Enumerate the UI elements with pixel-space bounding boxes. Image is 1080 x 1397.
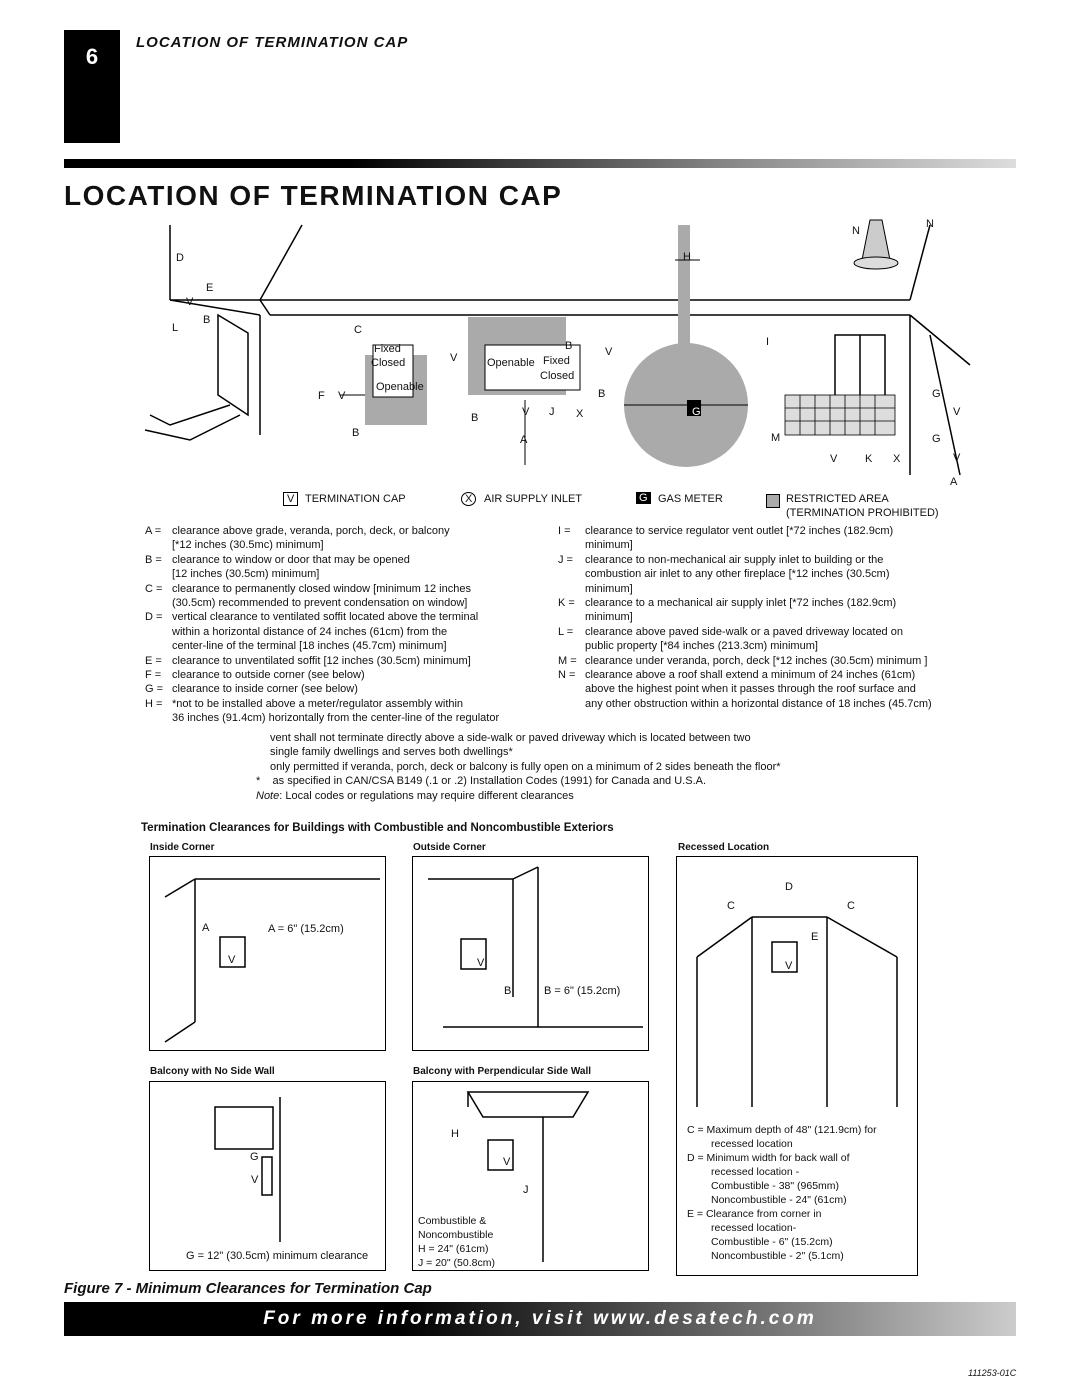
header-rule — [64, 159, 1016, 168]
label-v-5: V — [830, 453, 838, 465]
label-i: I — [766, 336, 770, 348]
definition-key: M = — [558, 654, 577, 667]
balcony-no-wall-spec: G = 12" (30.5cm) minimum clearance — [186, 1250, 369, 1262]
recessed-d: D — [785, 881, 793, 893]
page-number: 6 — [85, 44, 99, 69]
definition-text: clearance to service regulator vent outlet [*72 inches (182.9cm) — [585, 525, 894, 537]
recessed-title: Recessed Location — [678, 842, 770, 853]
label-b-4: B — [471, 412, 479, 424]
legend-restricted-note: (TERMINATION PROHIBITED) — [786, 507, 939, 519]
label-k: K — [865, 453, 873, 465]
figure-caption: Figure 7 - Minimum Clearances for Termination Cap — [64, 1280, 432, 1297]
label-a-2: A — [950, 476, 958, 488]
definition-text: clearance to window or door that may be opened — [172, 553, 410, 566]
label-v-6: V — [186, 296, 194, 308]
definition-row — [558, 654, 978, 668]
recessed-note: recessed location - — [711, 1166, 800, 1178]
doc-number: 111253-01C — [968, 1368, 1017, 1378]
definition-row — [558, 553, 978, 567]
definition-row — [145, 596, 545, 610]
definition-text: clearance above paved side-walk or a paved driveway located on — [585, 625, 903, 638]
note-line: only permitted if veranda, porch, deck or balcony is fully open on a minimum of 2 sides beneath the floor* — [270, 760, 781, 773]
label-b-3: B — [598, 388, 606, 400]
balcony-perp-note: H = 24" (61cm) — [418, 1243, 489, 1255]
definition-key — [145, 567, 172, 581]
definition-row — [145, 538, 545, 552]
label-n-1: N — [852, 225, 860, 237]
label-b-2: B — [565, 340, 573, 352]
balcony-perp-v: V — [503, 1156, 511, 1168]
label-closed-1: Closed — [371, 357, 406, 369]
label-l: L — [172, 322, 179, 334]
definition-text: vertical clearance to ventilated soffit located above the terminal — [172, 611, 479, 624]
definition-key: B = — [145, 553, 162, 566]
label-x-2: X — [893, 453, 901, 465]
balcony-no-wall-box — [149, 1081, 386, 1271]
definition-text: public property [*84 inches (213.3cm) minimum] — [585, 640, 818, 653]
footer-banner — [64, 1302, 1016, 1336]
inside-corner-drawing — [150, 857, 384, 1049]
definition-text: (30.5cm) recommended to prevent condensation on window] — [172, 597, 468, 610]
recessed-c2: C — [847, 900, 855, 912]
balcony-no-wall-title: Balcony with No Side Wall — [150, 1066, 275, 1077]
label-n-2: N — [926, 218, 934, 230]
label-b-1: B — [352, 427, 360, 439]
definition-text: center-line of the terminal [18 inches (45.7cm) minimum] — [172, 640, 447, 653]
label-openable-1: Openable — [376, 381, 424, 393]
label-closed-2: Closed — [540, 370, 575, 382]
definition-row — [558, 697, 978, 711]
definition-row — [558, 668, 978, 682]
definition-row — [558, 610, 978, 624]
label-g-1: G — [932, 388, 941, 400]
definitions-left — [145, 524, 545, 726]
definition-key: H = — [145, 697, 163, 710]
label-v-1: V — [450, 352, 458, 364]
label-v-7: V — [953, 406, 961, 418]
label-e: E — [206, 282, 214, 294]
definition-row — [145, 639, 545, 653]
balcony-perp-note: Noncombustible — [418, 1229, 494, 1241]
definition-row — [558, 538, 978, 552]
recessed-c1: C — [727, 900, 735, 912]
definition-row — [145, 625, 545, 639]
definition-row — [558, 524, 978, 538]
definition-text: clearance above grade, veranda, porch, deck, or balcony — [172, 525, 450, 537]
definitions-right — [558, 524, 978, 711]
legend-restricted-swatch — [766, 494, 780, 508]
definition-row — [558, 639, 978, 653]
label-v-4: V — [338, 390, 346, 402]
definition-row — [558, 596, 978, 610]
definition-row — [558, 567, 978, 581]
legend-restricted-area: RESTRICTED AREA — [786, 493, 889, 505]
definition-key: I = — [558, 525, 571, 537]
definition-key: C = — [145, 582, 163, 595]
definition-key — [558, 639, 585, 653]
definition-row — [145, 682, 545, 696]
label-j: J — [549, 406, 555, 418]
label-h: H — [683, 251, 691, 263]
recessed-note: recessed location- — [711, 1222, 797, 1234]
definition-key — [558, 567, 585, 581]
definition-row — [145, 567, 545, 581]
label-openable-2: Openable — [487, 357, 535, 369]
definition-key: L = — [558, 625, 574, 638]
main-title: LOCATION OF TERMINATION CAP — [64, 180, 563, 211]
outside-corner-drawing — [413, 857, 647, 1049]
label-c: C — [354, 324, 362, 336]
footer-text[interactable]: For more information, visit www.desatech.com — [263, 1308, 817, 1329]
inside-corner-title: Inside Corner — [150, 842, 215, 853]
note-star-mark: * — [256, 775, 261, 787]
balcony-perp-note: J = 20" (50.8cm) — [418, 1257, 495, 1269]
label-x-1: X — [576, 408, 584, 420]
definition-key — [145, 711, 172, 725]
balcony-perp-box — [412, 1081, 649, 1271]
legend-v-symbol: V — [283, 492, 298, 506]
note-line: vent shall not terminate directly above a side-walk or paved driveway which is located between two — [270, 732, 751, 744]
inside-spec: A = 6" (15.2cm) — [268, 923, 344, 935]
label-v-8: V — [953, 452, 961, 464]
definition-key: E = — [145, 654, 162, 667]
definition-text: clearance to unventilated soffit [12 inches (30.5cm) minimum] — [172, 654, 471, 667]
definition-text: [12 inches (30.5cm) minimum] — [172, 568, 320, 581]
definition-text: clearance to inside corner (see below) — [172, 683, 358, 696]
definition-text: clearance under veranda, porch, deck [*12 inches (30.5cm) minimum ] — [585, 654, 928, 667]
definition-row — [558, 625, 978, 639]
recessed-e: E — [811, 931, 819, 943]
label-g-meter: G — [692, 406, 701, 418]
recessed-note: Noncombustible - 24" (61cm) — [711, 1194, 847, 1206]
notes-block — [270, 731, 781, 774]
definition-text: *not to be installed above a meter/regulator assembly within — [172, 697, 464, 710]
recessed-drawing — [677, 857, 917, 1117]
balcony-no-wall-g: G — [250, 1151, 259, 1163]
outside-spec: B = 6" (15.2cm) — [544, 985, 621, 997]
definition-text: [*12 inches (30.5mc) minimum] — [172, 539, 324, 552]
definition-key — [558, 697, 585, 711]
definition-text: minimum] — [585, 539, 633, 552]
legend-gas-meter: GAS METER — [658, 493, 723, 505]
page-number-tab — [64, 30, 120, 143]
note-star-text: as specified in CAN/CSA B149 (.1 or .2) Installation Codes (1991) for Canada and U.S.A. — [272, 775, 707, 787]
balcony-perp-title: Balcony with Perpendicular Side Wall — [413, 1066, 592, 1077]
label-fixed-2: Fixed — [543, 355, 570, 367]
definition-row — [145, 553, 545, 567]
definition-key: D = — [145, 611, 163, 624]
definition-key — [558, 682, 585, 696]
legend-x-symbol: X — [461, 492, 476, 506]
label-f: F — [318, 390, 325, 402]
definition-row — [145, 697, 545, 711]
balcony-perp-notes — [418, 1214, 495, 1270]
note-local-text: : Local codes or regulations may require different clearances — [279, 790, 574, 802]
definition-key: A = — [145, 525, 162, 537]
recessed-note: Combustible - 6" (15.2cm) — [711, 1236, 833, 1248]
legend-g-symbol: G — [636, 492, 651, 504]
label-b-5: B — [203, 314, 211, 326]
outside-corner-title: Outside Corner — [413, 842, 486, 853]
definition-key: F = — [145, 669, 162, 682]
definition-key — [558, 610, 585, 624]
definition-key: K = — [558, 597, 575, 610]
outside-v: V — [477, 957, 485, 969]
definition-text: clearance to outside corner (see below) — [172, 669, 365, 682]
note-line: single family dwellings and serves both dwellings* — [270, 746, 513, 759]
balcony-perp-note: Combustible & — [418, 1215, 487, 1227]
note-local — [256, 789, 574, 803]
label-fixed-1: Fixed — [374, 343, 401, 355]
label-g-2: G — [932, 433, 941, 445]
definition-key — [145, 639, 172, 653]
label-v-3: V — [522, 406, 530, 418]
definition-text: clearance to non-mechanical air supply inlet to building or the — [585, 553, 884, 566]
legend-air-supply-inlet: AIR SUPPLY INLET — [484, 493, 583, 505]
definition-text: any other obstruction within a horizontal distance of 18 inches (45.7cm) — [585, 697, 932, 710]
inside-a: A — [202, 922, 210, 934]
outside-b: B — [504, 985, 512, 997]
definition-key — [558, 538, 585, 552]
note-star — [256, 774, 706, 788]
balcony-no-wall-drawing — [150, 1082, 384, 1270]
definition-text: minimum] — [585, 611, 633, 624]
label-m: M — [771, 432, 781, 444]
definition-row — [145, 582, 545, 596]
definition-row — [145, 654, 545, 668]
outside-corner-box — [412, 856, 649, 1051]
definition-key: J = — [558, 553, 573, 566]
recessed-note: D = Minimum width for back wall of — [687, 1152, 850, 1164]
balcony-perp-j: J — [523, 1184, 529, 1196]
recessed-box — [676, 856, 918, 1276]
inside-corner-box — [149, 856, 386, 1051]
recessed-note: recessed location — [711, 1138, 793, 1150]
legend-termination-cap: TERMINATION CAP — [305, 493, 406, 505]
definition-row — [558, 682, 978, 696]
definition-text: within a horizontal distance of 24 inches (61cm) from the — [172, 625, 448, 638]
definition-key — [145, 538, 172, 552]
definition-text: combustion air inlet to any other fireplace [*12 inches (30.5cm) — [585, 568, 890, 581]
recessed-note: E = Clearance from corner in — [687, 1208, 822, 1220]
definition-row — [145, 610, 545, 624]
definition-text: 36 inches (91.4cm) horizontally from the center-line of the regulator — [172, 712, 500, 725]
recessed-note: Noncombustible - 2" (5.1cm) — [711, 1250, 844, 1262]
recessed-v: V — [785, 960, 793, 972]
label-d: D — [176, 252, 184, 264]
label-v-2: V — [605, 346, 613, 358]
note-local-label: Note — [256, 790, 280, 802]
house-diagram — [130, 205, 990, 495]
definition-text: above the highest point when it passes through the roof surface and — [585, 683, 916, 696]
definition-row — [145, 668, 545, 682]
definition-row — [145, 524, 545, 538]
definition-text: minimum] — [585, 582, 633, 595]
header-title: LOCATION OF TERMINATION CAP — [136, 34, 409, 51]
clearances-title: Termination Clearances for Buildings with Combustible and Noncombustible Exteriors — [141, 822, 614, 834]
balcony-perp-h: H — [451, 1128, 459, 1140]
label-a: A — [520, 434, 528, 446]
recessed-note: Combustible - 38" (965mm) — [711, 1180, 840, 1192]
definition-key: N = — [558, 669, 576, 682]
definition-key — [558, 582, 585, 596]
definition-key — [145, 596, 172, 610]
definition-text: clearance to permanently closed window [minimum 12 inches — [172, 582, 471, 595]
definition-key: G = — [145, 683, 164, 696]
inside-v: V — [228, 954, 236, 966]
definition-row — [145, 711, 545, 725]
balcony-no-wall-v: V — [251, 1174, 259, 1186]
recessed-notes — [687, 1123, 877, 1263]
recessed-note: C = Maximum depth of 48" (121.9cm) for — [687, 1124, 877, 1136]
definition-row — [558, 582, 978, 596]
definition-text: clearance above a roof shall extend a minimum of 24 inches (61cm) — [585, 669, 916, 682]
definition-key — [145, 625, 172, 639]
definition-text: clearance to a mechanical air supply inlet [*72 inches (182.9cm) — [585, 597, 897, 610]
